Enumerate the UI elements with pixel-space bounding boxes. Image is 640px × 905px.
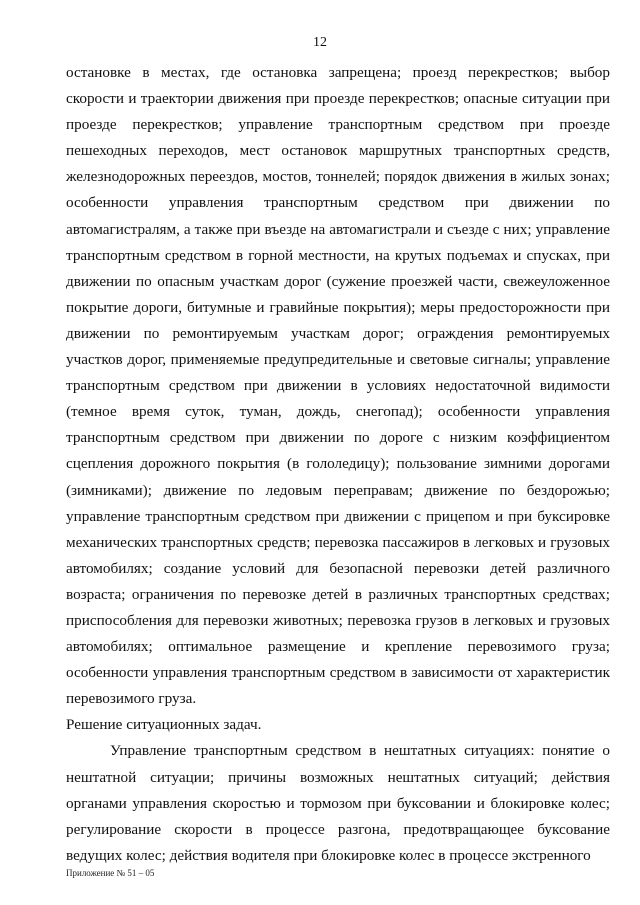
paragraph-continued: остановке в местах, где остановка запрещена; проезд перекрестков; выбор скорости и траектории движения при проезде перекрестков; опасные ситуации при проезде перекрестков; управление транспортным средством при проезде пешеходных переходов, мест остановок маршрутных транспортных средств, железнодорожных переездов, мостов, тоннелей; порядок движения в жилых зонах; особенности управления транспортным средством при движении по автомагистралям, а также при въезде на автомагистрали и съезде с них; управление транспортным средством в горной местности, на крутых подъемах и спусках, при движении по опасным участкам дорог (сужение проезжей части, свежеуложенное покрытие дороги, битумные и гравийные покрытия); меры предосторожности при движении по ремонтируемым участкам дорог; ограждения ремонтируемых участков дорог, применяемые предупредительные и световые сигналы; управление транспортным средством при движении в условиях недостаточной видимости (темное время суток, туман, дождь, снегопад); особенности управления транспортным средством при движении по дороге с низким коэффициентом сцепления дорожного покрытия (в гололедицу); пользование зимними дорогами (зимниками); движение по ледовым переправам; движение по бездорожью; управление транспортным средством при движении с прицепом и при буксировке механических транспортных средств; перевозка пассажиров в легковых и грузовых автомобилях; создание условий для безопасной перевозки детей различного возраста; ограничения по перевозке детей в различных транспортных средствах; приспособления для перевозки животных; перевозка грузов в легковых и грузовых автомобилях; оптимальное размещение и крепление перевозимого груза; особенности управления транспортным средством в зависимости от характеристик перевозимого груза. bbox=[66, 64, 610, 708]
paragraph-emergency: Управление транспортным средством в нештатных ситуациях: понятие о нештатной ситуации; причины возможных нештатных ситуаций; действия органами управления скоростью и тормозом при буксовании и блокировке колес; регулирование скорости в процессе разгона, предотвращающее буксование ведущих колес; действия водителя при блокировке колес в процессе экстренного bbox=[66, 742, 610, 864]
page-number: 12 bbox=[313, 35, 327, 50]
footer-label: Приложение № 51 – 05 bbox=[66, 868, 155, 878]
paragraph-short: Решение ситуационных задач. bbox=[66, 716, 262, 734]
document-body bbox=[66, 60, 610, 869]
